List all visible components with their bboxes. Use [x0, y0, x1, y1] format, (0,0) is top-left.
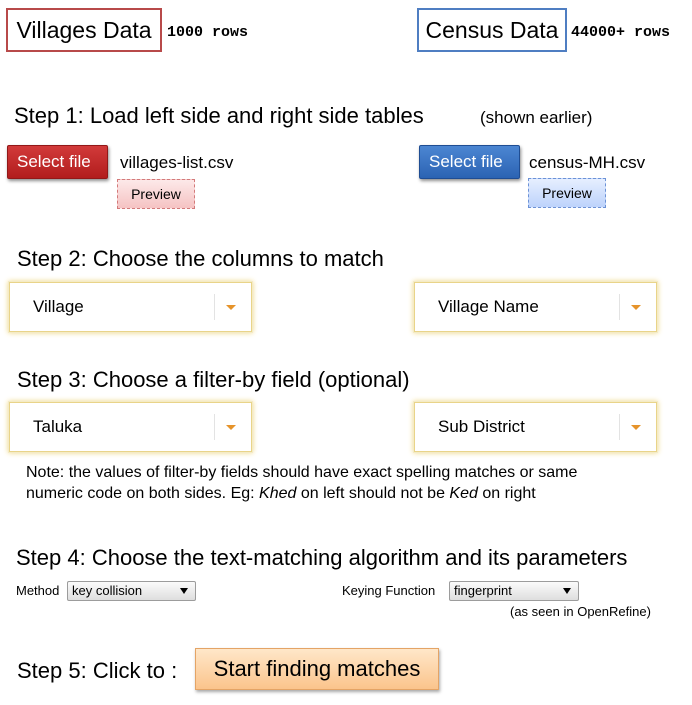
step3-heading: Step 3: Choose a filter-by field (optional) [17, 367, 410, 392]
right-filter-field-value: Sub District [438, 417, 525, 436]
villages-data-title: Villages Data [6, 8, 162, 52]
right-filter-field-select[interactable] [414, 402, 657, 452]
step2-heading: Step 2: Choose the columns to match [17, 246, 384, 271]
filter-note [26, 462, 686, 504]
step4-heading: Step 4: Choose the text-matching algorithm and its parameters [16, 545, 628, 570]
filter-note-text: numeric code on both sides. Eg: [26, 485, 260, 502]
right-match-column-select[interactable] [414, 282, 657, 332]
select-divider [619, 414, 620, 440]
select-file-left-button[interactable]: Select file [7, 145, 108, 179]
openrefine-note: (as seen in OpenRefine) [510, 604, 651, 619]
method-select[interactable] [67, 581, 196, 601]
method-label: Method [16, 583, 60, 598]
left-filter-field-value: Taluka [33, 417, 83, 436]
dropdown-arrow-icon [563, 588, 571, 594]
dropdown-arrow-icon [180, 588, 188, 594]
start-finding-matches-button[interactable]: Start finding matches [195, 648, 439, 690]
keying-function-select[interactable] [449, 581, 579, 601]
keying-function-label: Keying Function [342, 583, 436, 598]
census-data-title: Census Data [417, 8, 567, 52]
step1-note: (shown earlier) [480, 108, 593, 127]
filter-note-text: on right [477, 485, 536, 502]
preview-left-button[interactable]: Preview [117, 179, 195, 209]
chevron-down-icon [226, 305, 236, 310]
select-divider [619, 294, 620, 320]
step5-heading: Step 5: Click to : [17, 658, 178, 683]
left-filter-field-select[interactable] [9, 402, 252, 452]
filter-note-line2 [26, 483, 686, 504]
filter-note-example-left: Khed [259, 485, 297, 502]
step1-heading: Step 1: Load left side and right side tables [14, 103, 424, 128]
left-match-column-select[interactable] [9, 282, 252, 332]
keying-function-value: fingerprint [454, 583, 512, 598]
chevron-down-icon [226, 425, 236, 430]
chevron-down-icon [631, 425, 641, 430]
select-divider [214, 294, 215, 320]
right-match-column-value: Village Name [438, 297, 539, 316]
left-match-column-value: Village [33, 297, 84, 316]
right-filename: census-MH.csv [529, 153, 646, 172]
filter-note-text: on left should not be [296, 485, 450, 502]
villages-row-count: 1000 rows [167, 24, 249, 41]
census-row-count: 44000+ rows [571, 24, 671, 41]
select-divider [214, 414, 215, 440]
method-value: key collision [72, 583, 143, 598]
filter-note-example-right: Ked [449, 485, 478, 502]
left-filename: villages-list.csv [120, 153, 234, 172]
preview-right-button[interactable]: Preview [528, 178, 606, 208]
select-file-right-button[interactable]: Select file [419, 145, 520, 179]
filter-note-line1: Note: the values of filter-by fields should have exact spelling matches or same [26, 464, 578, 481]
chevron-down-icon [631, 305, 641, 310]
